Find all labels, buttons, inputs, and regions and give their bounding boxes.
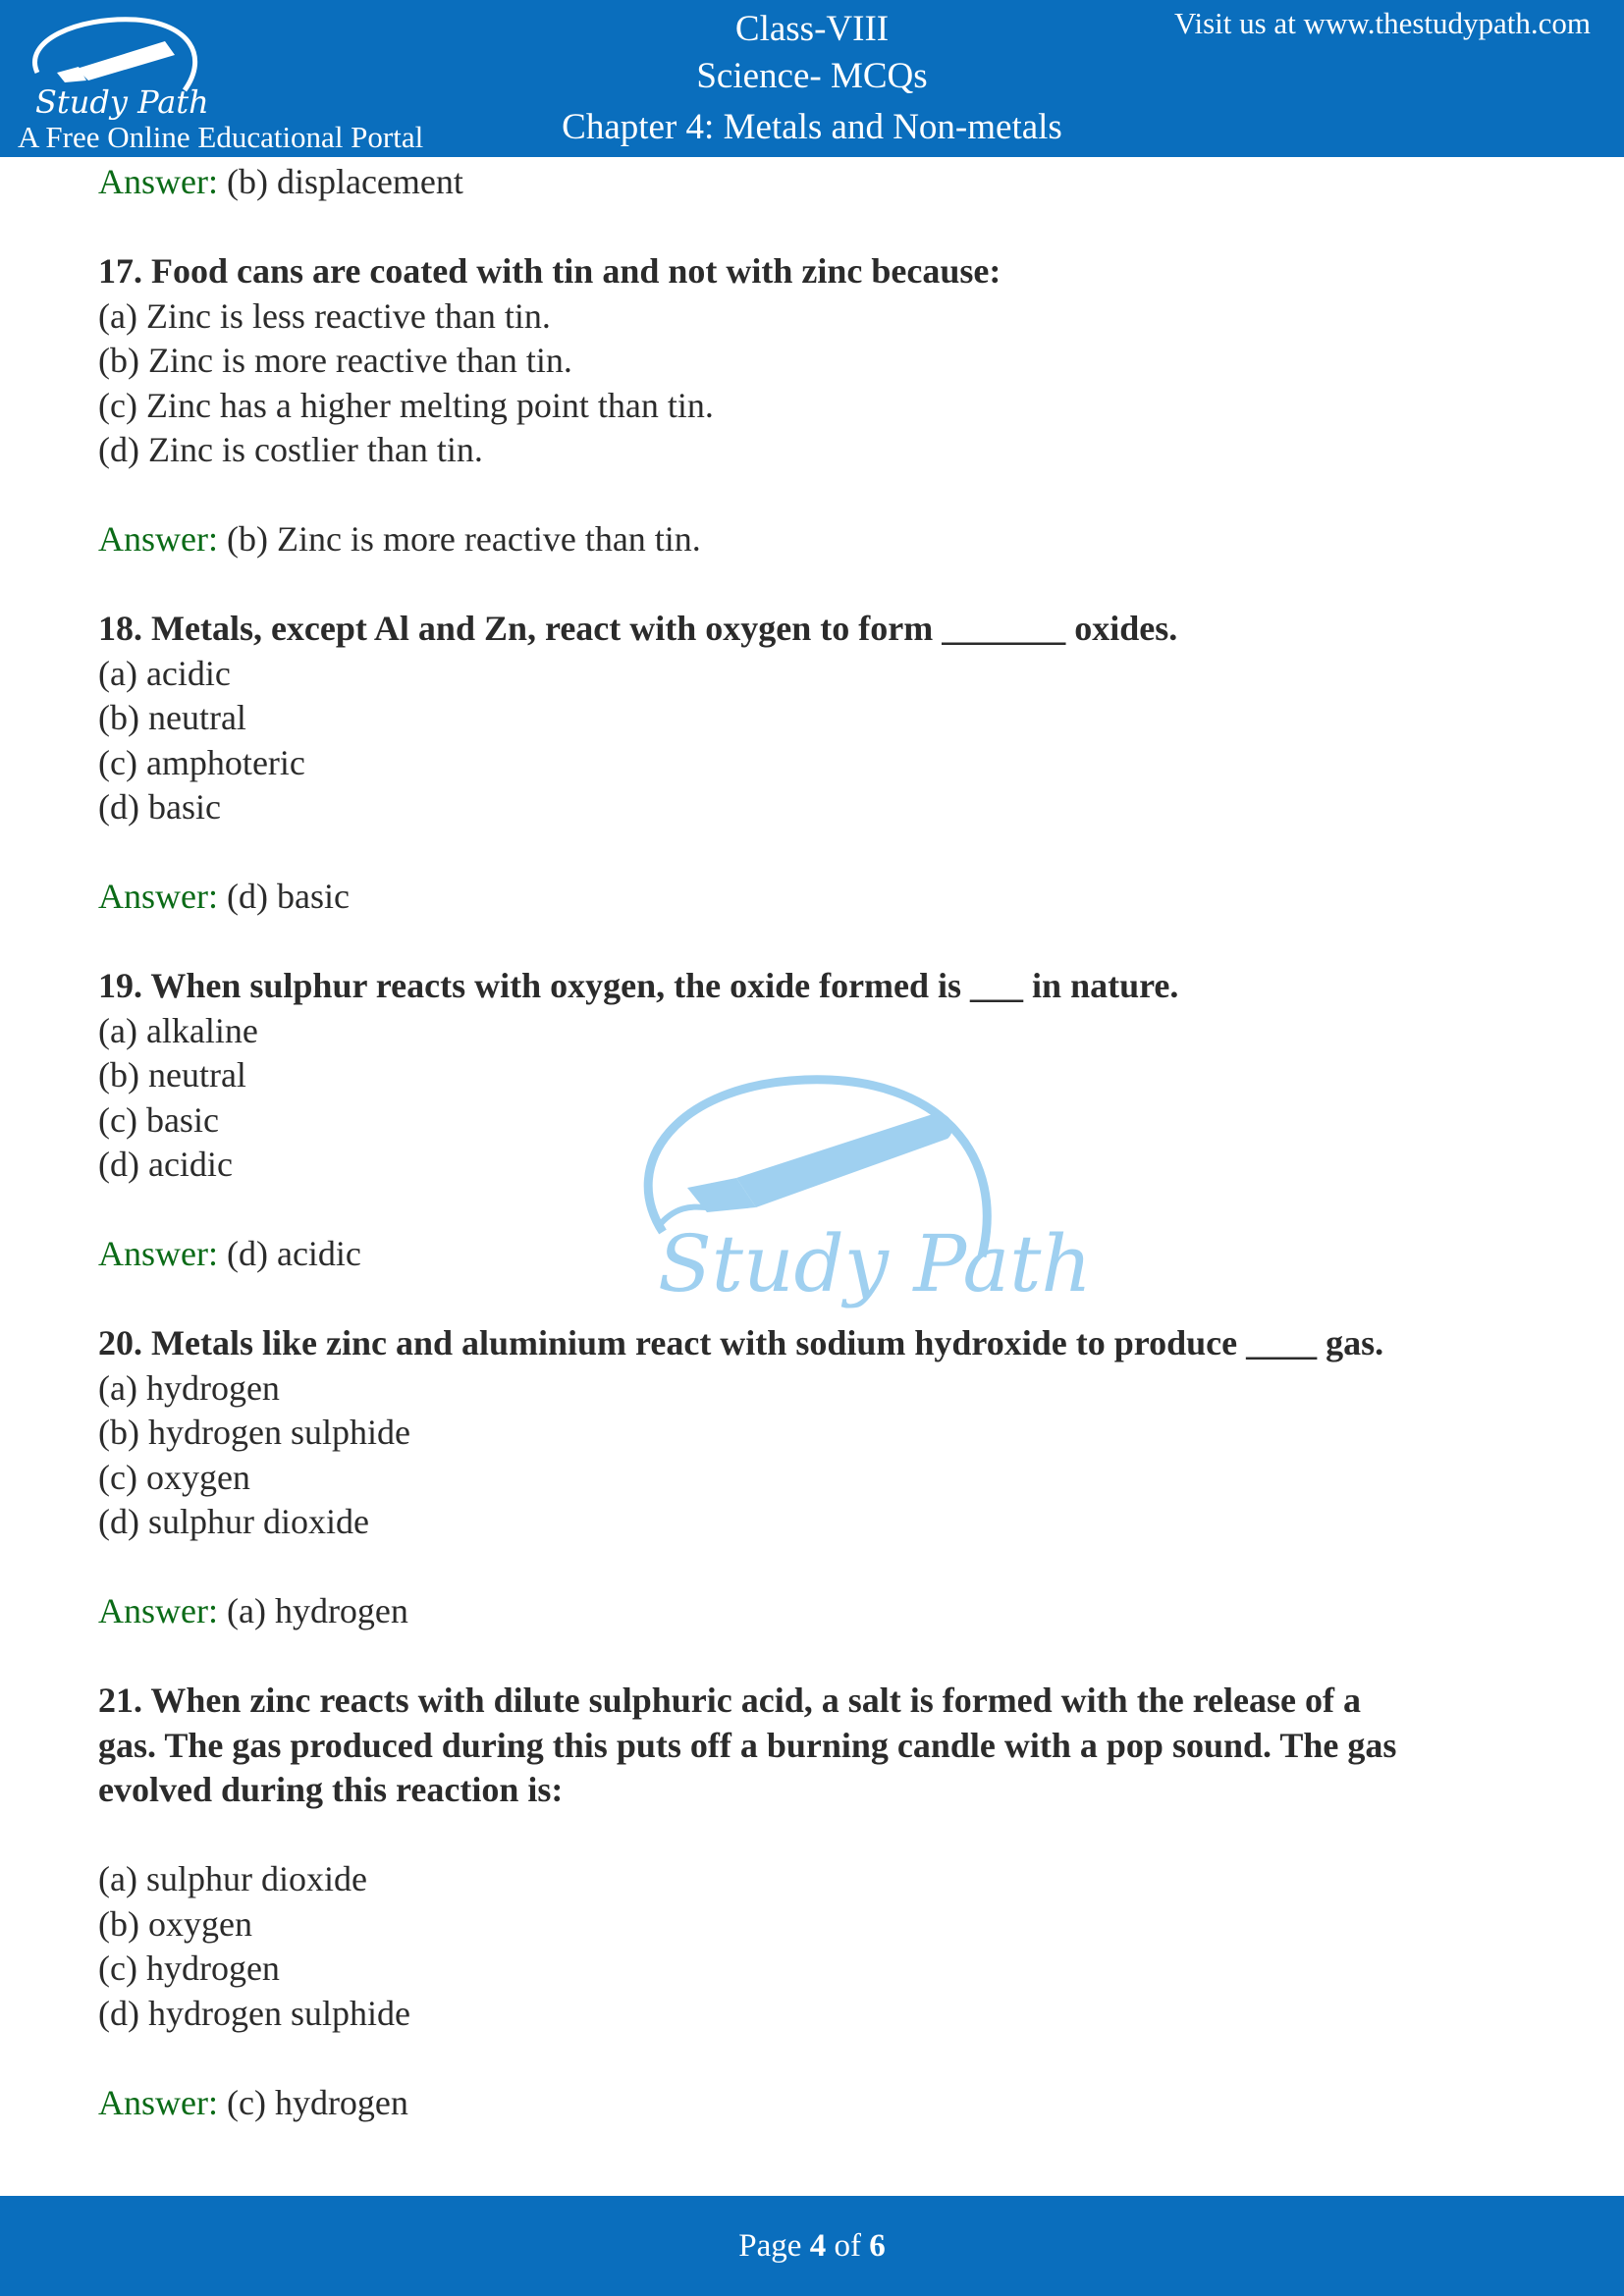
answer-text: (c) hydrogen [226, 2082, 408, 2122]
answer-text: (b) displacement [226, 162, 463, 201]
question-21-line-3: evolved during this reaction is: [98, 1770, 564, 1809]
chapter-title: Chapter 4: Metals and Non-metals [562, 107, 1062, 147]
page-footer [0, 2196, 1624, 2296]
answer-17 [98, 517, 1532, 562]
answer-label: Answer: [98, 1591, 218, 1630]
class-title: Class-VIII [734, 9, 890, 49]
mcq-content [98, 160, 1532, 2125]
answer-text: (d) acidic [226, 1234, 361, 1273]
answer-21 [98, 2081, 1532, 2126]
page-word: Page [738, 2228, 802, 2264]
option: (a) sulphur dioxide [98, 1859, 367, 1898]
question-19: 19. When sulphur reacts with oxygen, the oxide formed is ___ in nature. [98, 966, 1179, 1005]
option: (b) oxygen [98, 1903, 252, 1944]
answer-19 [98, 1232, 1532, 1277]
answer-20 [98, 1589, 1532, 1634]
of-word: of [834, 2228, 861, 2264]
option: (a) acidic [98, 653, 231, 693]
option: (d) basic [98, 787, 221, 827]
answer-18 [98, 875, 1532, 920]
option: (d) sulphur dioxide [98, 1502, 369, 1541]
answer-label: Answer: [98, 519, 218, 559]
option: (c) Zinc has a higher melting point than tin. [98, 385, 714, 425]
option: (d) hydrogen sulphide [98, 1993, 410, 2033]
question-20: 20. Metals like zinc and aluminium react with sodium hydroxide to produce ____ gas. [98, 1323, 1384, 1362]
option: (b) neutral [98, 1055, 246, 1095]
answer-label: Answer: [98, 877, 218, 916]
question-18: 18. Metals, except Al and Zn, react with oxygen to form _______ oxides. [98, 609, 1178, 648]
option: (b) hydrogen sulphide [98, 1413, 410, 1452]
question-21-line-2: gas. The gas produced during this puts off a burning candle with a pop sound. The gas [98, 1725, 1397, 1765]
logo-text: Study Path [35, 83, 209, 121]
watermark-text: Study Path [658, 1218, 1092, 1309]
question-21-line-1: 21. When zinc reacts with dilute sulphuric acid, a salt is formed with the release of a [98, 1681, 1361, 1720]
page-current: 4 [809, 2228, 827, 2264]
answer-text: (a) hydrogen [226, 1591, 408, 1630]
option: (c) amphoteric [98, 742, 305, 782]
option: (a) hydrogen [98, 1367, 280, 1408]
option: (b) Zinc is more reactive than tin. [98, 341, 572, 380]
option: (c) basic [98, 1099, 219, 1140]
portal-tagline: A Free Online Educational Portal [18, 120, 424, 154]
answer-label: Answer: [98, 1234, 218, 1273]
answer-label: Answer: [98, 162, 218, 201]
option: (d) acidic [98, 1145, 233, 1184]
option: (b) neutral [98, 698, 246, 737]
option: (a) alkaline [98, 1010, 258, 1050]
subject-title: Science- MCQs [696, 56, 928, 96]
option: (d) Zinc is costlier than tin. [98, 430, 483, 469]
answer-label: Answer: [98, 2082, 218, 2122]
question-17: 17. Food cans are coated with tin and not with zinc because: [98, 251, 1001, 291]
website-link[interactable]: Visit us at www.thestudypath.com [1173, 6, 1591, 40]
option: (c) oxygen [98, 1457, 250, 1497]
prev-answer-line [98, 160, 1532, 205]
option: (a) Zinc is less reactive than tin. [98, 295, 551, 336]
answer-text: (d) basic [226, 877, 350, 916]
option: (c) hydrogen [98, 1949, 280, 1988]
answer-text: (b) Zinc is more reactive than tin. [226, 519, 701, 559]
page-total: 6 [869, 2228, 886, 2264]
page-header [0, 0, 1624, 157]
